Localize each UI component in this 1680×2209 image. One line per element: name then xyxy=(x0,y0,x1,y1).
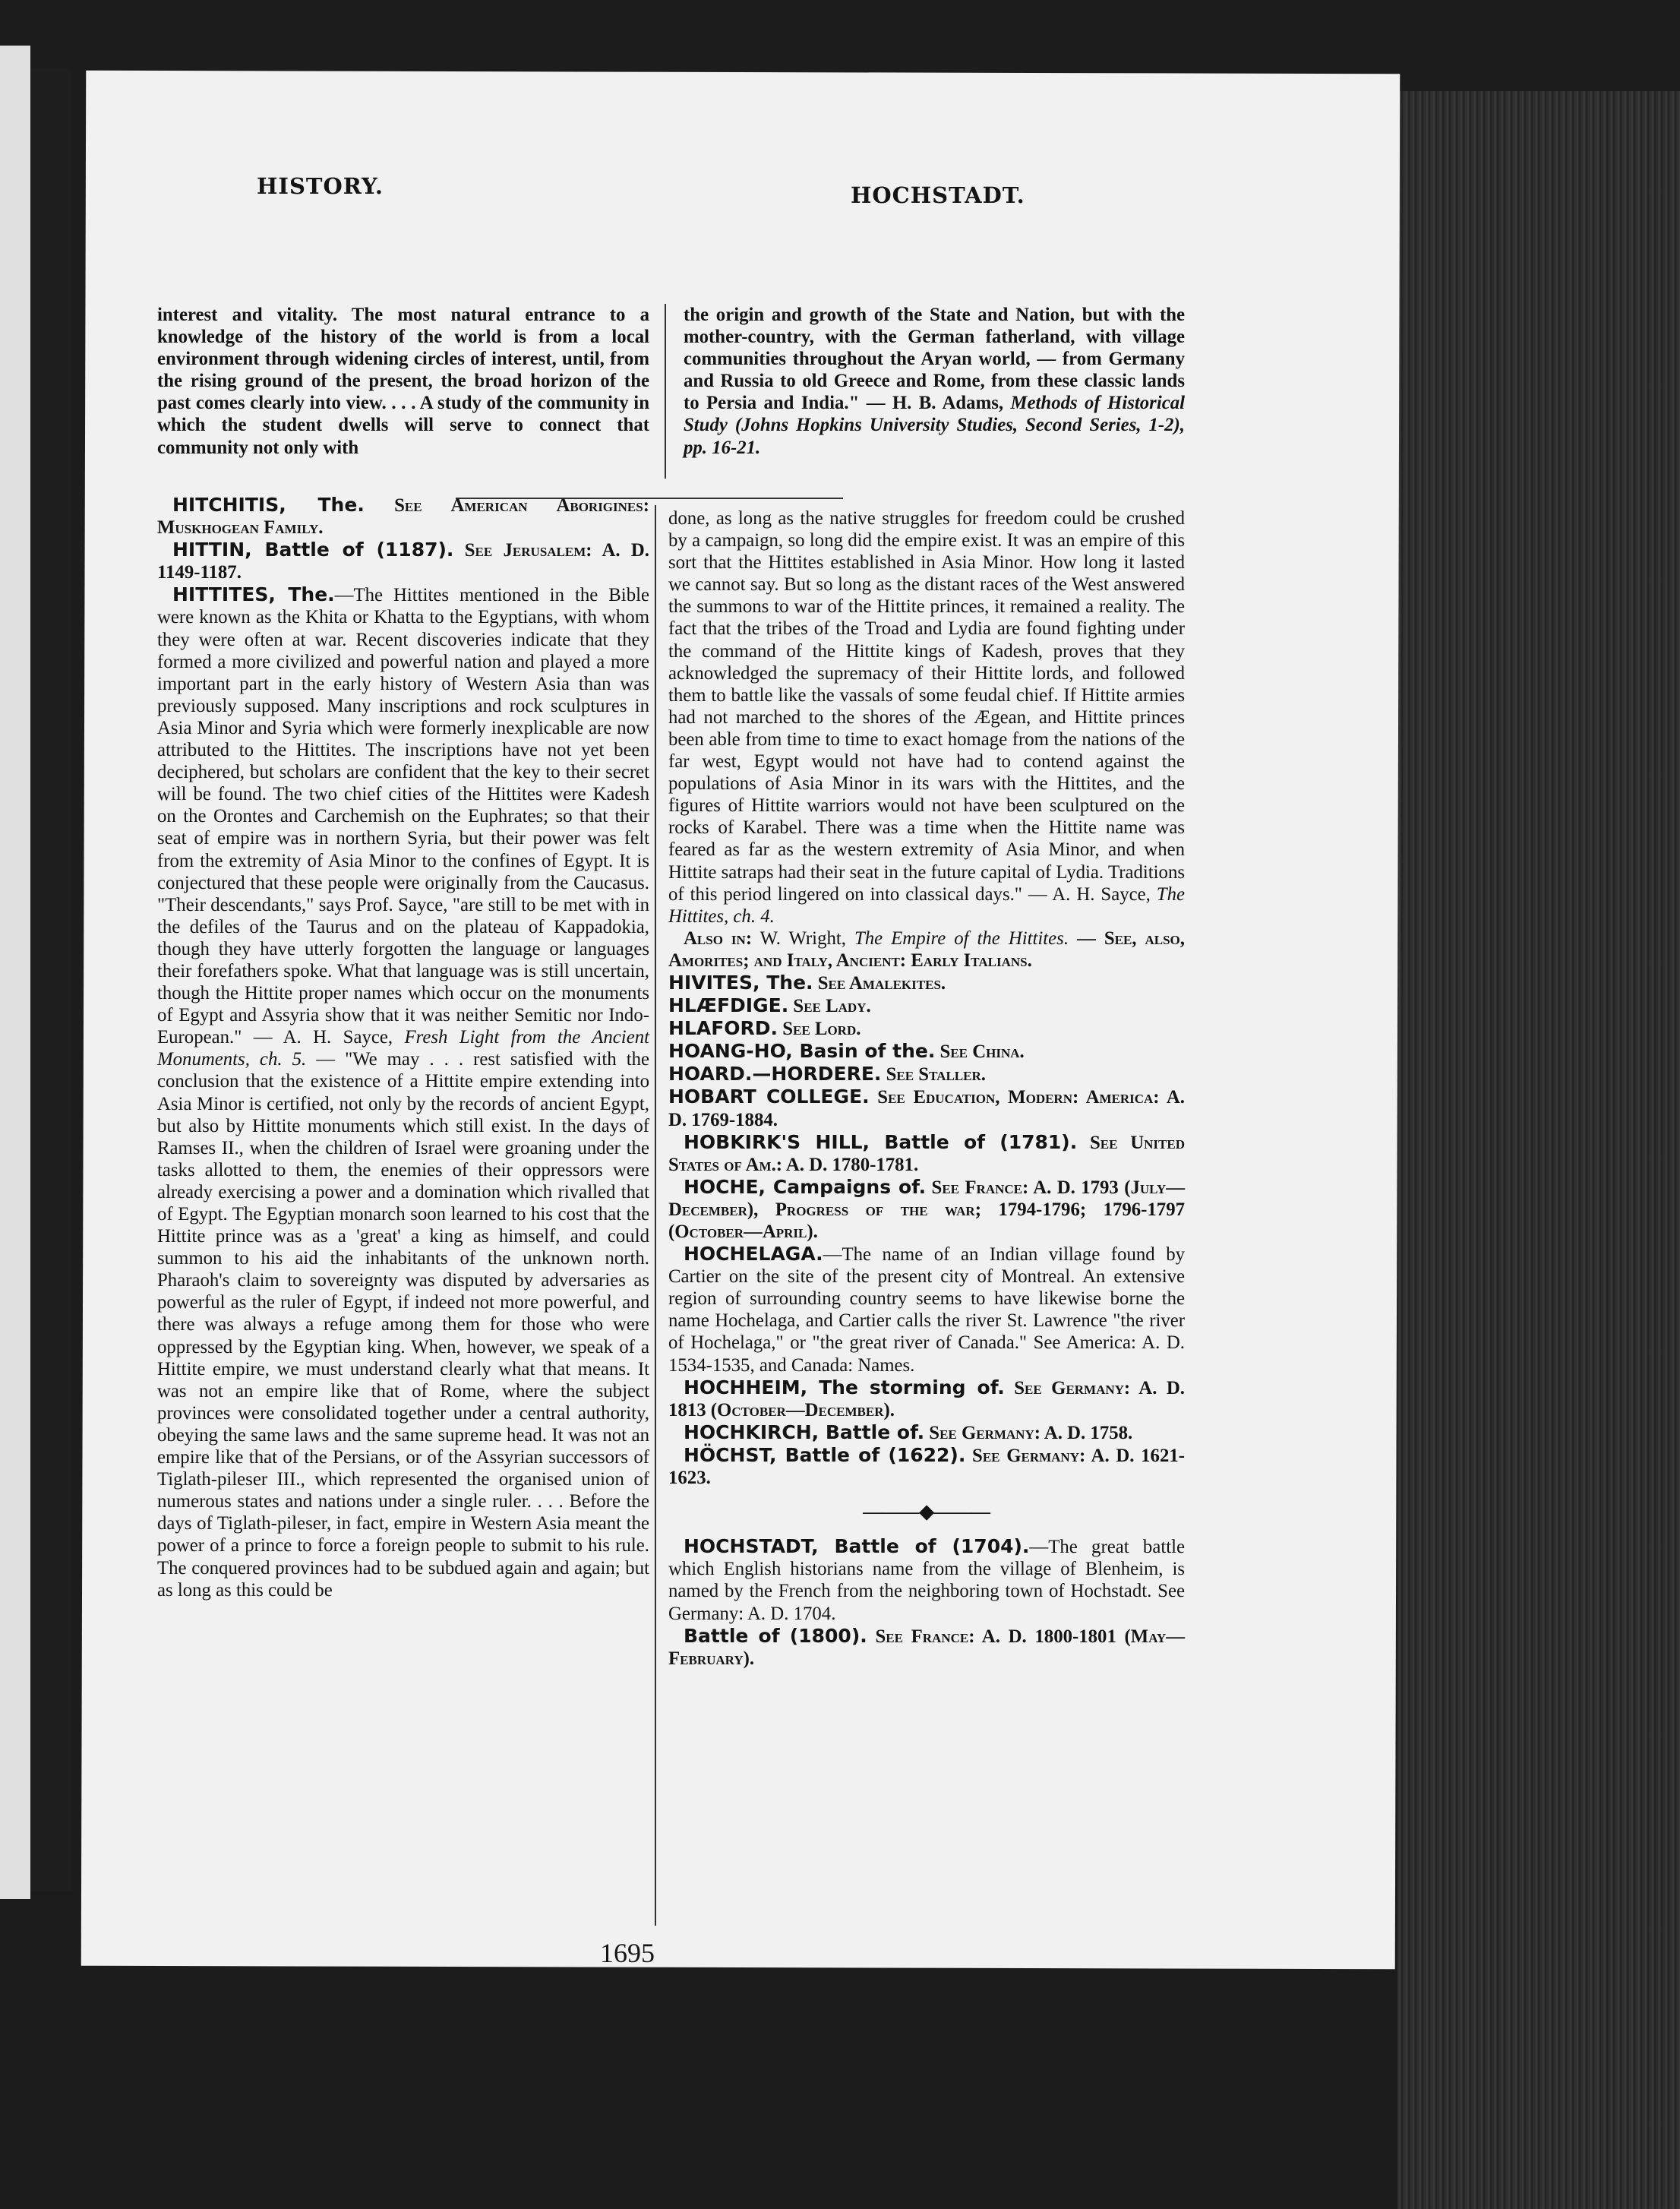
entry-hochstadt: HOCHSTADT, Battle of (1704).—The great battle which English historians name from the village of Blenheim, is named by the French from the neighboring town of Hochstadt. See Germany: A. D. 1704. xyxy=(668,1535,1185,1624)
entry-hochkirch: HOCHKIRCH, Battle of. See Germany: A. D. 1758. xyxy=(684,1421,1133,1443)
scan-left-edge xyxy=(30,68,72,1891)
ornament-divider: ———◆——— xyxy=(863,1502,990,1523)
carryover-text-right xyxy=(684,304,1185,459)
entry-hittites: HITTITES, The.—The Hittites mentioned in the Bible were known as the Khita or Khatta to the Egyptians, with whom they were often at war. Recent discoveries indicate that they formed a more civilized and powerful nation and played a more important part in the early history of Western Asia than was previously supposed. Many inscriptions and rock sculptures in Asia Minor and Syria which were formerly inexplicable are now attributed to the Hittites. The inscriptions have not yet been deciphered, but scholars are confident that the key to their secret will be found. The two chief cities of the Hittites were Kadesh on the Orontes and Carchemish on the Euphrates; so that their seat of empire was in northern Syria, but their power was felt from the extremity of Asia Minor to the confines of Egypt. It is conjectured that these people were originally from the Caucasus. "Their descendants," says Prof. Sayce, "are still to be met with in the defiles of the Taurus and on the plateau of Kappadokia, though they have utterly forgotten the language or languages their forefathers spoke. What that language was is still uncertain, though the Hittite proper names which occur on the monuments of Egypt and Assyria show that it was neither Semitic nor Indo-European." — A. H. Sayce, Fresh Light from the Ancient Monuments, ch. 5. — "We may . . . rest satisfied with the conclusion that the existence of a Hittite empire extending into Asia Minor is certified, not only by the records of ancient Egypt, but also by Hittite monuments which still exist. In the days of Ramses II., when the children of Israel were groaning under the tasks allotted to them, the enemies of their oppressors were already exercising a power and a domination which rivalled that of Egypt. The Egyptian monarch soon learned to his cost that the Hittite prince was as a 'great' a king as himself, and could summon to his aid the inhabitants of the unknown north. Pharaoh's claim to sovereignty was disputed by adversaries as powerful as the ruler of Egypt, if indeed not more powerful, and there was always a refuge among them for those who were oppressed by the Egyptian king. When, however, we speak of a Hittite empire, we must understand clearly what that means. It was not an empire like that of Rome, where the subject provinces were consolidated together under a central authority, obeying the same laws and the same supreme head. It was not an empire like that of the Persians, or of the Assyrian successors of Tiglath-pileser III., which represented the organised union of numerous states and nations under a single ruler. . . . Before the days of Tiglath-pileser, in fact, empire in Western Asia meant the power of a prince to force a foreign people to submit to his rule. The conquered provinces had to be subdued again and again; but as long as this could be xyxy=(157,583,650,1601)
entry-hittites-continued: done, as long as the native struggles for freedom could be crushed by a campaign, so long did the empire exist. It was an empire of this sort that the Hittites established in Asia Minor. How long it lasted we cannot say. But so long as the distant races of the West answered the summons to war of the Hittite princes, it remained a reality. The fact that the tribes of the Troad and Lydia are found fighting under the command of the Hittite kings of Kadesh, proves that they acknowledged the supremacy of their Hittite lords, and followed them to battle like the vassals of some feudal chief. If Hittite armies had not marched to the shores of the Ægean, and Hittite princes been able from time to time to exact homage from the nations of the far west, Egypt would not have had to contend against the populations of Asia Minor in its wars with the Hittites, and the figures of Hittite warriors would not have been sculptured on the rocks of Karabel. There was a time when the Hittite name was feared as far as the western extremity of Asia Minor, and when Hittite satraps had their seat in the future capital of Lydia. Traditions of this period lingered on into classical days." — A. H. Sayce, The Hittites, ch. 4. xyxy=(668,508,1185,927)
entry-hoche: HOCHE, Campaigns of. See France: A. D. 1793 (July—December), Progress of the war; 1794-1796; 1796-1797 (October—April). xyxy=(668,1175,1185,1242)
column-rule-top xyxy=(665,304,666,479)
running-header-left: HISTORY. xyxy=(257,173,384,199)
carryover-paragraph-left: interest and vitality. The most natural entrance to a knowledge of the history of the world is from a local environment through widening circles of interest, until, from the rising ground of the present, the broad horizon of the past comes clearly into view. . . . A study of the community in which the student dwells will serve to connect that community not only with xyxy=(157,305,649,458)
entry-hoard: HOARD.—HORDERE. See Staller. xyxy=(668,1063,986,1086)
carryover-paragraph-right: the origin and growth of the State and Nation, but with the mother-country, with the German fatherland, with village communities throughout the Aryan world, — from Germany and Russia to old Greece and Rome, from these classic lands to Persia and India." — H. B. Adams, Methods of Historical Study (Johns Hopkins University Studies, Second Series, 1-2), pp. 16-21. xyxy=(684,305,1185,458)
entry-hitchitis: HITCHITIS, The. See American Aborigines: Muskhogean Family. xyxy=(157,494,649,539)
entry-hittin: HITTIN, Battle of (1187). See Jerusalem: A. D. 1149-1187. xyxy=(157,539,650,583)
entry-hochelaga: HOCHELAGA.—The name of an Indian village found by Cartier on the site of the present city of Montreal. An extensive region of surrounding country seems to have likewise borne the name Hochelaga, and Cartier calls the river St. Lawrence "the river of Hochelaga," or "the great river of Canada." See America: A. D. 1534-1535, and Canada: Names. xyxy=(668,1243,1185,1376)
entry-hochst: HÖCHST, Battle of (1622). See Germany: A. D. 1621-1623. xyxy=(668,1443,1185,1489)
carryover-text-left xyxy=(157,304,649,459)
entry-hittites-also-in: Also in: W. Wright, The Empire of the Hittites. — See, also, Amorites; and Italy, Ancient: Early Italians. xyxy=(668,928,1185,971)
entry-hlaford: HLAFORD. See Lord. xyxy=(668,1017,861,1040)
entry-hivites: HIVITES, The. See Amalekites. xyxy=(668,971,946,994)
scan-left-strip xyxy=(0,46,30,1899)
entry-hlaefdige: HLÆFDIGE. See Lady. xyxy=(668,994,871,1017)
entry-hochheim: HOCHHEIM, The storming of. See Germany: A. D. 1813 (October—December). xyxy=(668,1376,1185,1421)
short-entries xyxy=(668,972,1185,1131)
column-rule-main xyxy=(655,505,656,1926)
entry-hoang-ho: HOANG-HO, Basin of the. See China. xyxy=(668,1040,1025,1063)
entry-hochstadt-1800: Battle of (1800). See France: A. D. 1800-1801 (May—February). xyxy=(668,1624,1186,1669)
page-number: 1695 xyxy=(600,1938,655,1968)
left-column xyxy=(157,494,649,1601)
right-column xyxy=(668,507,1185,1670)
entry-hobart-college: HOBART COLLEGE. See Education, Modern: America: A. D. 1769-1884. xyxy=(668,1086,1185,1130)
scan-right-margin xyxy=(1397,91,1680,2209)
entry-hobkirks-hill: HOBKIRK'S HILL, Battle of (1781). See United States of Am.: A. D. 1780-1781. xyxy=(668,1130,1185,1175)
running-header-right: HOCHSTADT. xyxy=(851,182,1025,208)
carryover-citation: Methods of Historical Study (Johns Hopkins University Studies, Second Series, 1-2), pp. 16-21. xyxy=(684,393,1185,458)
